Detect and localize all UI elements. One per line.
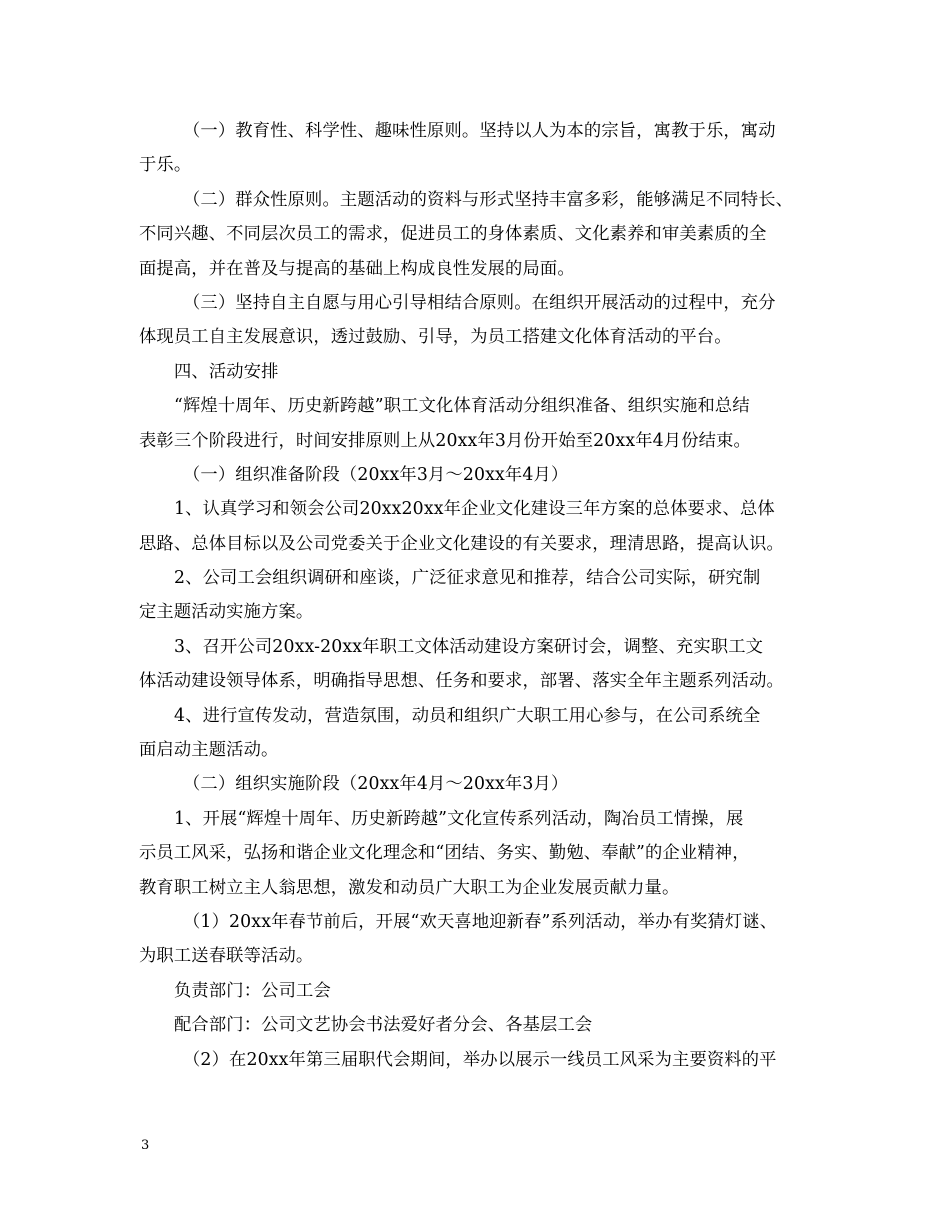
subsection-heading: （二）组织实施阶段（20xx年4月～20xx年3月） [183, 774, 569, 795]
paragraph-line: 4、进行宣传发动，营造氛围，动员和组织广大职工用心参与，在公司系统全 [174, 705, 761, 726]
paragraph-line: 定主题活动实施方案。 [139, 602, 314, 623]
paragraph-line: （1）20xx年春节前后，开展“欢天喜地迎新春”系列活动，举办有奖猜灯谜、 [183, 911, 778, 932]
paragraph-line: 于乐。 [139, 155, 192, 176]
page-number: 3 [141, 1138, 150, 1153]
paragraph-line: “辉煌十周年、历史新跨越”职工文化体育活动分组织准备、组织实施和总结 [174, 396, 750, 417]
paragraph-line: 思路、总体目标以及公司党委关于企业文化建设的有关要求，理清思路，提高认识。 [139, 533, 784, 554]
paragraph-line: 1、认真学习和领会公司20xx20xx年企业文化建设三年方案的总体要求、总体 [174, 499, 775, 520]
paragraph-line: 体现员工自主发展意识，透过鼓励、引导，为员工搭建文化体育活动的平台。 [139, 327, 732, 348]
document-body [139, 114, 829, 1077]
paragraph-line: （三）坚持自主自愿与用心引导相结合原则。在组织开展活动的过程中，充分 [183, 292, 776, 313]
paragraph-line: 面提高，并在普及与提高的基础上构成良性发展的局面。 [139, 258, 575, 279]
paragraph-line: 不同兴趣、不同层次员工的需求，促进员工的身体素质、文化素养和审美素质的全 [139, 224, 767, 245]
paragraph-line: 1、开展“辉煌十周年、历史新跨越”文化宣传系列活动，陶冶员工情操，展 [174, 808, 744, 829]
subsection-heading: （一）组织准备阶段（20xx年3月～20xx年4月） [183, 464, 569, 485]
paragraph-line: 示员工风采，弘扬和谐企业文化理念和“团结、务实、勤勉、奉献”的企业精神， [139, 843, 750, 864]
paragraph-line: 表彰三个阶段进行，时间安排原则上从20xx年3月份开始至20xx年4月份结束。 [139, 430, 751, 451]
paragraph-line: 面启动主题活动。 [139, 740, 279, 761]
paragraph-line: 为职工送春联等活动。 [139, 946, 314, 967]
paragraph-line: 体活动建设领导体系，明确指导思想、任务和要求，部署、落实全年主题系列活动。 [139, 671, 784, 692]
paragraph-line: （2）在20xx年第三届职代会期间，举办以展示一线员工风采为主要资料的平 [183, 1049, 777, 1070]
paragraph-line: 3、召开公司20xx-20xx年职工文体活动建设方案研讨会，调整、充实职工文 [174, 636, 764, 657]
paragraph-line: 配合部门：公司文艺协会书法爱好者分会、各基层工会 [174, 1015, 593, 1036]
paragraph-line: 2、公司工会组织调研和座谈，广泛征求意见和推荐，结合公司实际，研究制 [174, 568, 761, 589]
paragraph-line: 负责部门：公司工会 [174, 980, 331, 1001]
paragraph-line: （二）群众性原则。主题活动的资料与形式坚持丰富多彩，能够满足不同特长、 [183, 189, 794, 210]
paragraph-line: 教育职工树立主人翁思想，激发和动员广大职工为企业发展贡献力量。 [139, 877, 680, 898]
paragraph-line: （一）教育性、科学性、趣味性原则。坚持以人为本的宗旨，寓教于乐，寓动 [183, 121, 776, 141]
section-heading: 四、活动安排 [174, 361, 279, 382]
